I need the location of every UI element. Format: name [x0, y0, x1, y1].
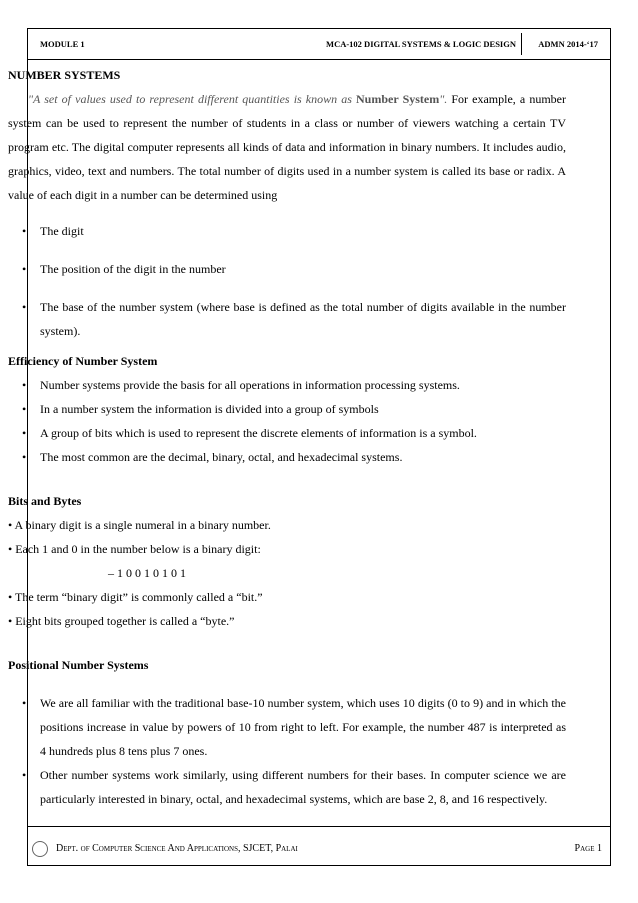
footer-page-number: Page 1 [574, 843, 602, 854]
section-title-number-systems: NUMBER SYSTEMS [8, 68, 121, 82]
page-content [8, 63, 566, 811]
header-course: MCA-102 DIGITAL SYSTEMS & LOGIC DESIGN [326, 39, 516, 49]
bits-line-5: • Eight bits grouped together is called a “byte.” [8, 614, 235, 628]
list-item: • Other number systems work similarly, using different numbers for their bases. In computer science we are particularly interested in binary, octal, and hexadecimal systems, which are base 2, 8, and 16 respectively. [22, 768, 566, 806]
list-item: • The most common are the decimal, binary, octal, and hexadecimal systems. [22, 450, 403, 464]
section-title-efficiency: Efficiency of Number System [8, 354, 158, 368]
bits-line-1: • A binary digit is a single numeral in a binary number. [8, 518, 271, 532]
efficiency-list [8, 373, 566, 469]
section-title-bits-bytes: Bits and Bytes [8, 494, 82, 508]
definition-quote-end: ". [439, 92, 448, 106]
digit-value-list [8, 219, 566, 343]
page-header [28, 29, 610, 60]
definition-term: Number System [356, 92, 440, 106]
page-footer [30, 838, 608, 866]
intro-paragraph [8, 87, 566, 207]
header-admn: ADMN 2014-‘17 [538, 39, 598, 49]
list-item: • In a number system the information is divided into a group of symbols [22, 402, 379, 416]
list-item: • A group of bits which is used to represent the discrete elements of information is a symbol. [22, 426, 477, 440]
header-module: MODULE 1 [40, 39, 85, 49]
intro-text: For example, a number system can be used to represent the number of students in a class or number of viewers watching a certain TV program etc. The digital computer represents all kinds of data and information in binary numbers. It includes audio, graphics, video, text and numbers. The total number of digits used in a number system is called its base or radix. A value of each digit in a number can be determined using [8, 92, 566, 202]
footer-divider [27, 826, 611, 827]
list-item: • The base of the number system (where base is defined as the total number of digits available in the number system). [22, 300, 566, 338]
list-item: • Number systems provide the basis for all operations in information processing systems. [22, 378, 460, 392]
college-logo-icon [32, 841, 48, 857]
definition-quote: "A set of values used to represent different quantities is known as [28, 92, 357, 106]
bits-line-4: • The term “binary digit” is commonly called a “bit.” [8, 590, 263, 604]
list-item: • We are all familiar with the traditional base-10 number system, which uses 10 digits (0 to 9) and in which the positions increase in value by powers of 10 from right to left. For example, the number 487 is interpreted as 4 hundreds plus 8 tens plus 7 ones. [22, 696, 566, 758]
positional-list [8, 691, 566, 811]
section-title-positional: Positional Number Systems [8, 658, 149, 672]
header-divider [521, 33, 522, 55]
bits-line-2: • Each 1 and 0 in the number below is a binary digit: [8, 542, 261, 556]
list-item: • The position of the digit in the number [22, 262, 226, 276]
footer-department: Dept. of Computer Science And Applications, SJCET, Palai [56, 843, 298, 854]
bits-example: – 1 0 0 1 0 1 0 1 [108, 566, 186, 580]
list-item: • The digit [22, 224, 84, 238]
